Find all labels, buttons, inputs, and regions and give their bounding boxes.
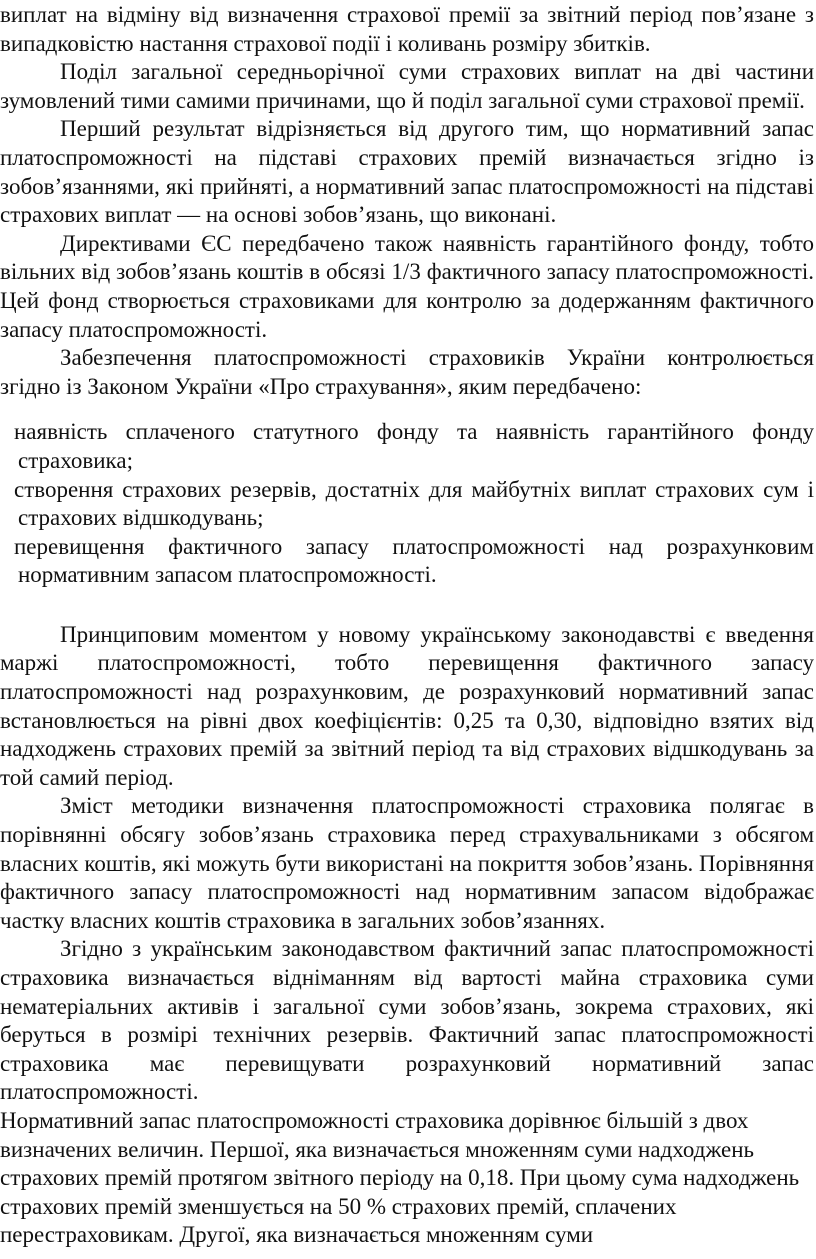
paragraph-normative-reserve: Нормативний запас платоспроможності страховика дорівнює більшій з двох визначених величин. Першої, яка визначається множенням суми надходжень страхових премій протягом звітного періоду на 0,18. При цьому сума надходжень страхових премій зменшується на 50 % страхових премій, сплачених перестраховикам. Другої, яка визначається множенням суми xyxy=(0,1107,800,1248)
paragraph-first-result: Перший результат відрізняється від другого тим, що нормативний запас платоспроможності на підставі страхових премій визначається згідно із зобов’язаннями, які прийняті, а нормативний запас платоспроможності на підставі страхових виплат — на основі зобов’язань, що виконані. xyxy=(0,116,814,228)
paragraph-continuation: виплат на відміну від визначення страхової премії за звітний період пов’язане з випадковістю настання страхової події і коливань розміру збитків. xyxy=(0,2,814,56)
list-item: наявність сплаченого статутного фонду та наявність гарантійного фонду страховика; xyxy=(14,419,814,473)
list-item: створення страхових резервів, достатніх для майбутніх виплат страхових сум і страхових відшкодувань; xyxy=(14,476,814,531)
paragraph-solvency-margin: Принциповим моментом у новому українському законодавстві є введення маржі платоспроможності, тобто перевищення фактичного запасу платоспроможності над розрахунковим, де розрахунковий нормативний запас встановлюється на рівні двох коефіцієнтів: 0,25 та 0,30, відповідно взятих від надходжень страхових премій за звітний період та від страхових відшкодувань за той самий період. xyxy=(0,621,814,790)
paragraph-methodology: Зміст методики визначення платоспроможності страховика полягає в порівнянні обсягу зобов’язань страховика перед страхувальниками з обсягом власних коштів, які можуть бути використані на покриття зобов’язань. Порівняння фактичного запасу платоспроможності над нормативним запасом відображає частку власних коштів страховика в загальних зобов’язаннях. xyxy=(0,793,814,933)
paragraph-payout-split: Поділ загальної середньорічної суми страхових виплат на дві частини зумовлений тими самими причинами, що й поділ загальної суми страхової премії. xyxy=(0,59,814,113)
paragraph-eu-directives: Директивами ЄС передбачено також наявність гарантійного фонду, тобто вільних від зобов’язань коштів в обсязі 1/3 фактичного запасу платоспроможності. Цей фонд створюється страховиками для контролю за додержанням фактичного запасу платоспроможності. xyxy=(0,230,814,342)
paragraph-ukraine-control: Забезпечення платоспроможності страховиків України контролюється згідно із Законом України «Про страхування», яким передбачено: xyxy=(0,345,814,399)
paragraph-actual-reserve: Згідно з українським законодавством фактичний запас платоспроможності страховика визначається відніманням від вартості майна страховика суми нематеріальних активів і загальної суми зобов’язань, зокрема страхових, які беруться в розмірі технічних резервів. Фактичний запас платоспроможності страховика має перевищувати розрахунковий нормативний запас платоспроможності. xyxy=(0,936,814,1105)
list-item: перевищення фактичного запасу платоспроможності над розрахунковим нормативним запасом платоспроможності. xyxy=(14,533,814,588)
requirements-list xyxy=(0,418,816,590)
